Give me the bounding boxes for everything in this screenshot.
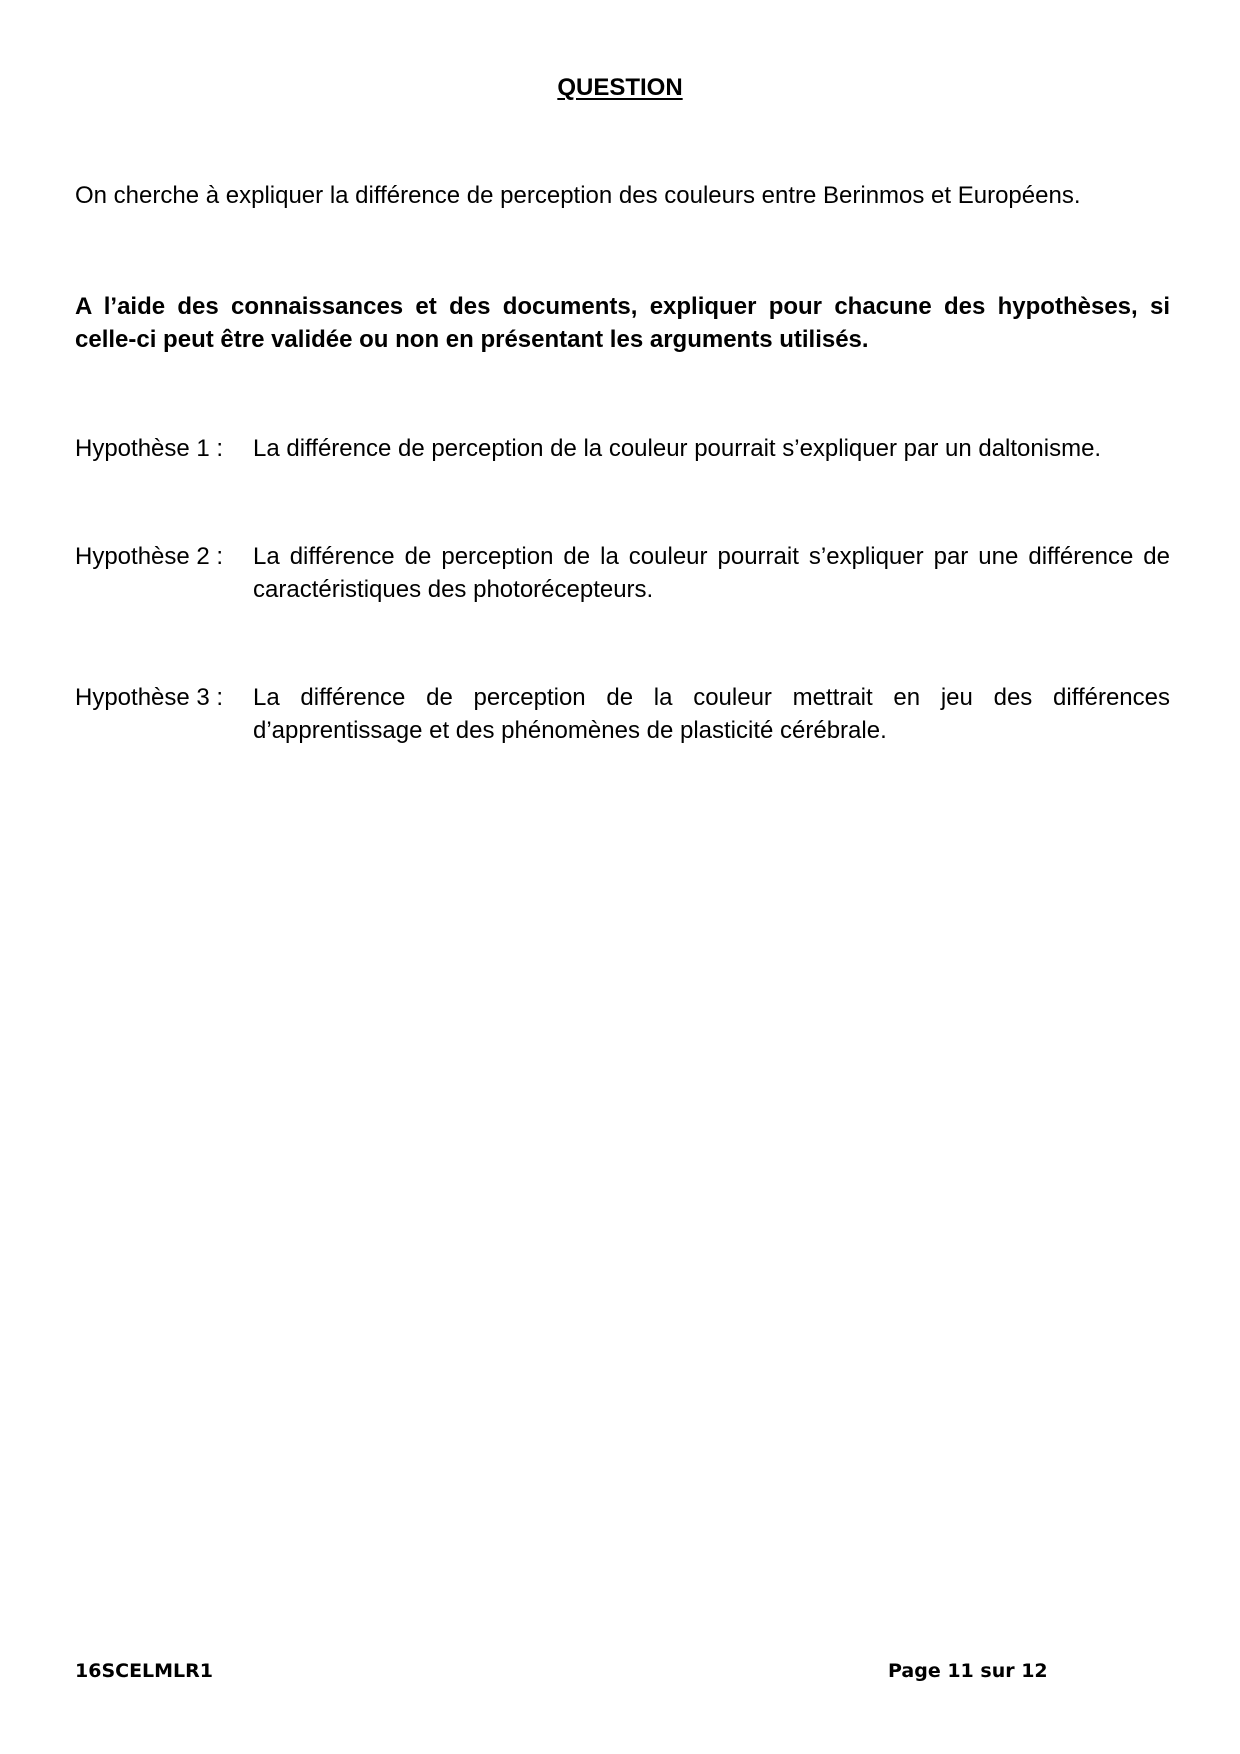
page-title: QUESTION xyxy=(557,74,683,101)
hypothesis-1 xyxy=(75,432,1170,465)
hypothesis-2 xyxy=(75,540,1170,606)
hypothesis-1-text: La différence de perception de la couleur pourrait s’expliquer par un daltonisme. xyxy=(253,435,1102,462)
hypothesis-3-text: La différence de perception de la couleur mettrait en jeu des différences d’apprentissage et des phénomènes de plasticité cérébrale. xyxy=(253,684,1170,744)
hypothesis-3 xyxy=(75,681,1170,747)
hypothesis-2-text: La différence de perception de la couleur pourrait s’expliquer par une différence de caractéristiques des photorécepteurs. xyxy=(253,543,1170,603)
hypothesis-1-label: Hypothèse 1 : xyxy=(75,435,224,462)
intro-paragraph: On cherche à expliquer la différence de perception des couleurs entre Berinmos et Européens. xyxy=(75,182,1081,209)
footer-document-code: 16SCELMLR1 xyxy=(75,1660,214,1682)
hypothesis-2-label: Hypothèse 2 : xyxy=(75,543,224,570)
instruction-paragraph: A l’aide des connaissances et des documents, expliquer pour chacune des hypothèses, si celle-ci peut être validée ou non en présentant les arguments utilisés. xyxy=(75,293,1170,353)
hypothesis-3-label: Hypothèse 3 : xyxy=(75,684,224,711)
footer-page-number: Page 11 sur 12 xyxy=(888,1660,1048,1682)
